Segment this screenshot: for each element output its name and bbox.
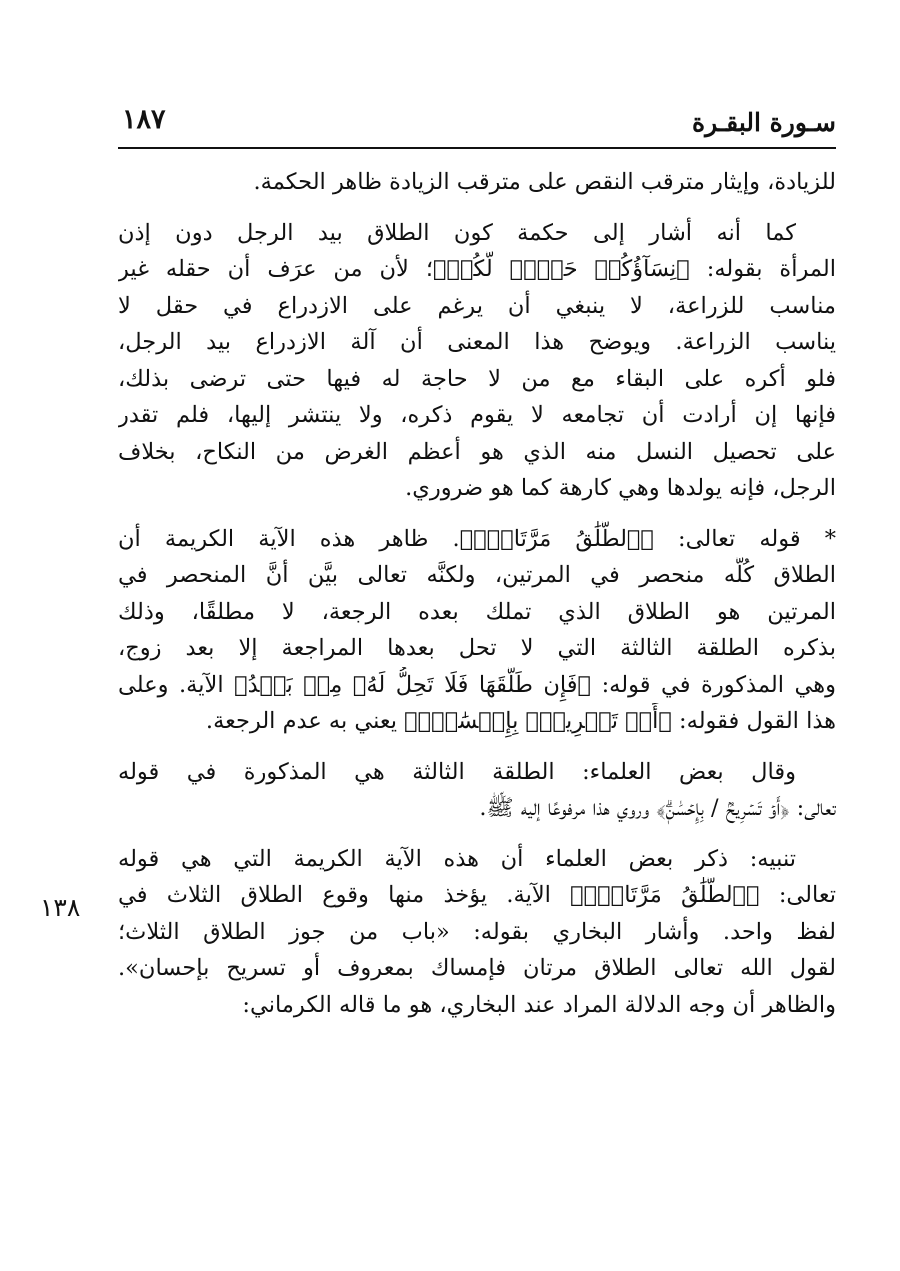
paragraph	[118, 521, 836, 740]
text-line: لقول الله تعالى الطلاق مرتان فإمساك بمعروف أو تسريح بإحسان».	[118, 955, 836, 981]
text-line: تعالى: ﴿ٱلطَّلَٰقُ مَرَّتَانِۖ﴾ الآية. يؤخذ منها وقوع الطلاق الثلاث في	[118, 882, 836, 908]
text-line: المرتين هو الطلاق الذي تملك بعده الرجعة، لا مطلقًا، وذلك	[118, 598, 836, 625]
text-line: وهي المذكورة في قوله: ﴿فَإِن طَلَّقَهَا فَلَا تَحِلُّ لَهُۥ مِنۢ بَعۡدُ﴾ الآية. وعلى	[118, 671, 836, 698]
text-line: وقال بعض العلماء: الطلقة الثالثة هي المذكورة في قوله	[118, 758, 796, 785]
text-line: هذا القول فقوله: ﴿أَوۡ تَسۡرِيحُۢ بِإِحۡسَٰنٖۗ﴾ يعني به عدم الرجعة.	[205, 708, 836, 734]
text-line: تعالى: ﴿أَوۡ تَسۡرِيحُۢ / بِإِحۡسَٰنٖۗ﴾ وروي هذا مرفوعًا إليه ﷺ.	[479, 795, 836, 821]
text-line: تنبيه: ذكر بعض العلماء أن هذه الآية الكريمة التي هي قوله	[118, 845, 796, 872]
text-line: على تحصيل النسل منه الذي هو أعظم الغرض من النكاح، بخلاف	[118, 438, 836, 465]
page-number: ١٨٧	[122, 104, 166, 135]
paragraph	[118, 215, 836, 507]
paragraph	[118, 841, 836, 1024]
text-line: لفظ واحد. وأشار البخاري بقوله: «باب من جوز الطلاق الثلاث؛	[118, 918, 836, 945]
paragraph	[118, 164, 836, 201]
page-header	[118, 104, 836, 148]
text-line: فإنها إن أرادت أن تجامعه لا يقوم ذكره، ولا ينتشر إليها، فلم تقدر	[118, 402, 836, 428]
text-line: للزيادة، وإيثار مترقب النقص على مترقب الزيادة ظاهر الحكمة.	[253, 169, 836, 195]
surah-title: سـورة البقـرة	[691, 108, 836, 137]
text-line: المرأة بقوله: ﴿نِسَآؤُكُمۡ حَرۡثٞ لَّكُمۡ﴾؛ لأن من عرَف أن حقله غير	[118, 256, 836, 282]
text-line: بذكره الطلقة الثالثة التي لا تحل بعدها المراجعة إلا بعد زوج،	[118, 635, 836, 661]
page-body	[118, 164, 836, 1023]
text-line: والظاهر أن وجه الدلالة المراد عند البخاري، هو ما قاله الكرماني:	[242, 991, 836, 1018]
text-line: مناسب للزراعة، لا ينبغي أن يرغم على الازدراع في حقل لا	[118, 292, 836, 319]
paragraph	[118, 754, 836, 827]
text-line: * قوله تعالى: ﴿ٱلطَّلَٰقُ مَرَّتَانِۖ﴾. ظاهر هذه الآية الكريمة أن	[118, 525, 836, 552]
margin-page-reference: ١٣٨	[40, 893, 81, 922]
text-line: كما أنه أشار إلى حكمة كون الطلاق بيد الرجل دون إذن	[118, 219, 796, 246]
text-line: فلو أكره على البقاء مع من لا حاجة له فيها حتى ترضى بذلك،	[118, 365, 836, 392]
text-line: الرجل، فإنه يولدها وهي كارهة كما هو ضروري.	[405, 475, 836, 501]
text-line: يناسب الزراعة. ويوضح هذا المعنى أن آلة الازدراع بيد الرجل،	[118, 329, 836, 355]
text-line: الطلاق كُلُّه منحصر في المرتين، ولكنَّه تعالى بيَّن أنَّ المنحصر في	[118, 562, 836, 588]
header-rule	[118, 147, 836, 149]
